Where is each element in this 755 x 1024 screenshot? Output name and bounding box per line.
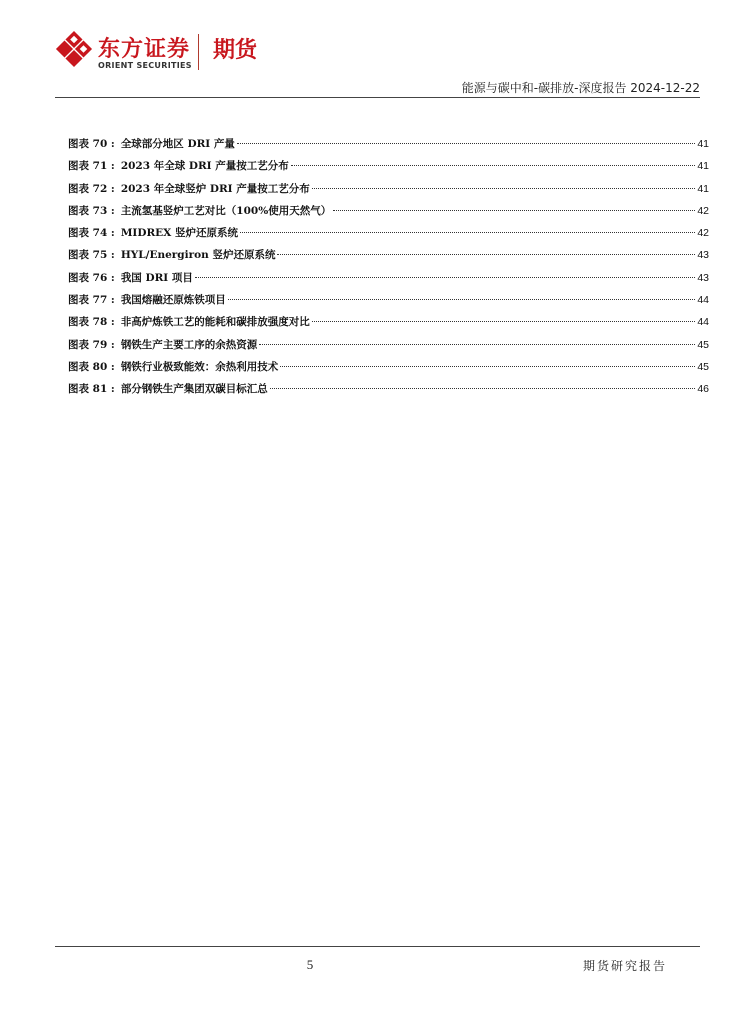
toc-entry-page: 43 xyxy=(697,249,709,262)
toc-entry-page: 45 xyxy=(697,338,709,351)
toc-entry-prefix: 图表 78 : xyxy=(68,316,115,329)
toc-entry[interactable] xyxy=(68,270,709,292)
toc-entry[interactable] xyxy=(68,314,709,336)
toc-entry[interactable] xyxy=(68,136,709,158)
toc-leader-dots xyxy=(195,277,695,278)
toc-entry-prefix: 图表 77 : xyxy=(68,294,115,307)
toc-leader-dots xyxy=(270,388,696,389)
toc-entry-page: 41 xyxy=(697,182,709,195)
toc-entry[interactable] xyxy=(68,359,709,381)
report-title: 能源与碳中和-碳排放-深度报告 2024-12-22 xyxy=(461,81,700,95)
toc-entry-title: 2023 年全球竖炉 DRI 产量按工艺分布 xyxy=(120,182,310,195)
page-number: 5 xyxy=(306,957,314,972)
toc-entry-prefix: 图表 80 : xyxy=(68,360,115,373)
toc-leader-dots xyxy=(280,366,695,367)
toc-leader-dots xyxy=(240,232,695,233)
toc-entry-page: 44 xyxy=(697,294,709,307)
toc-entry-page: 42 xyxy=(697,227,709,240)
toc-entry[interactable] xyxy=(68,381,709,403)
orient-securities-logo-icon xyxy=(55,30,93,68)
toc-entry[interactable] xyxy=(68,247,709,269)
toc-leader-dots xyxy=(312,188,696,189)
toc-entry-title: 钢铁生产主要工序的余热资源 xyxy=(120,338,258,351)
figure-index-list xyxy=(68,136,709,404)
toc-leader-dots xyxy=(333,210,695,211)
footer-divider xyxy=(55,946,700,947)
header-divider xyxy=(55,97,700,98)
toc-entry[interactable] xyxy=(68,225,709,247)
toc-entry-title: HYL/Energiron 竖炉还原系统 xyxy=(120,249,276,262)
toc-entry-title: 2023 年全球 DRI 产量按工艺分布 xyxy=(120,160,289,173)
toc-entry[interactable] xyxy=(68,337,709,359)
toc-entry-page: 42 xyxy=(697,204,709,217)
toc-entry-title: 全球部分地区 DRI 产量 xyxy=(120,138,235,150)
toc-entry-title: 主流氢基竖炉工艺对比（100%使用天然气） xyxy=(120,204,332,217)
toc-entry-title: 部分钢铁生产集团双碳目标汇总 xyxy=(120,383,268,396)
toc-leader-dots xyxy=(277,254,695,255)
logo-english-text: ORIENT SECURITIES xyxy=(98,61,192,70)
toc-entry[interactable] xyxy=(68,181,709,203)
toc-leader-dots xyxy=(312,321,696,322)
toc-entry-prefix: 图表 79 : xyxy=(68,338,115,351)
toc-entry-page: 46 xyxy=(697,383,709,396)
footer-label: 期货研究报告 xyxy=(582,959,667,973)
toc-leader-dots xyxy=(259,344,695,345)
toc-entry-title: 钢铁行业极致能效：余热利用技术 xyxy=(120,360,279,373)
toc-entry-prefix: 图表 73 : xyxy=(68,204,115,217)
toc-entry[interactable] xyxy=(68,292,709,314)
toc-leader-dots xyxy=(237,143,695,144)
toc-entry-page: 41 xyxy=(697,138,709,150)
toc-entry-title: MIDREX 竖炉还原系统 xyxy=(120,227,238,240)
toc-entry-prefix: 图表 72 : xyxy=(68,182,115,195)
toc-leader-dots xyxy=(291,165,696,166)
toc-entry-prefix: 图表 71 : xyxy=(68,160,115,173)
toc-entry-title: 我国熔融还原炼铁项目 xyxy=(120,294,226,307)
toc-entry-page: 44 xyxy=(697,316,709,329)
logo-chinese-text: 东方证券 xyxy=(98,37,191,62)
toc-entry-prefix: 图表 74 : xyxy=(68,227,115,240)
section-label: 期货 xyxy=(213,38,258,63)
toc-entry-prefix: 图表 70 : xyxy=(68,138,115,150)
toc-entry-page: 41 xyxy=(697,160,709,173)
toc-entry-prefix: 图表 76 : xyxy=(68,271,115,284)
toc-entry[interactable] xyxy=(68,203,709,225)
toc-entry-page: 45 xyxy=(697,360,709,373)
toc-entry-prefix: 图表 75 : xyxy=(68,249,115,262)
toc-entry-title: 非高炉炼铁工艺的能耗和碳排放强度对比 xyxy=(120,316,310,329)
page-header xyxy=(0,0,755,100)
toc-entry-page: 43 xyxy=(697,271,709,284)
toc-entry-prefix: 图表 81 : xyxy=(68,383,115,396)
toc-leader-dots xyxy=(228,299,696,300)
toc-entry-title: 我国 DRI 项目 xyxy=(120,271,193,284)
toc-entry[interactable] xyxy=(68,158,709,180)
logo-divider xyxy=(198,34,199,70)
